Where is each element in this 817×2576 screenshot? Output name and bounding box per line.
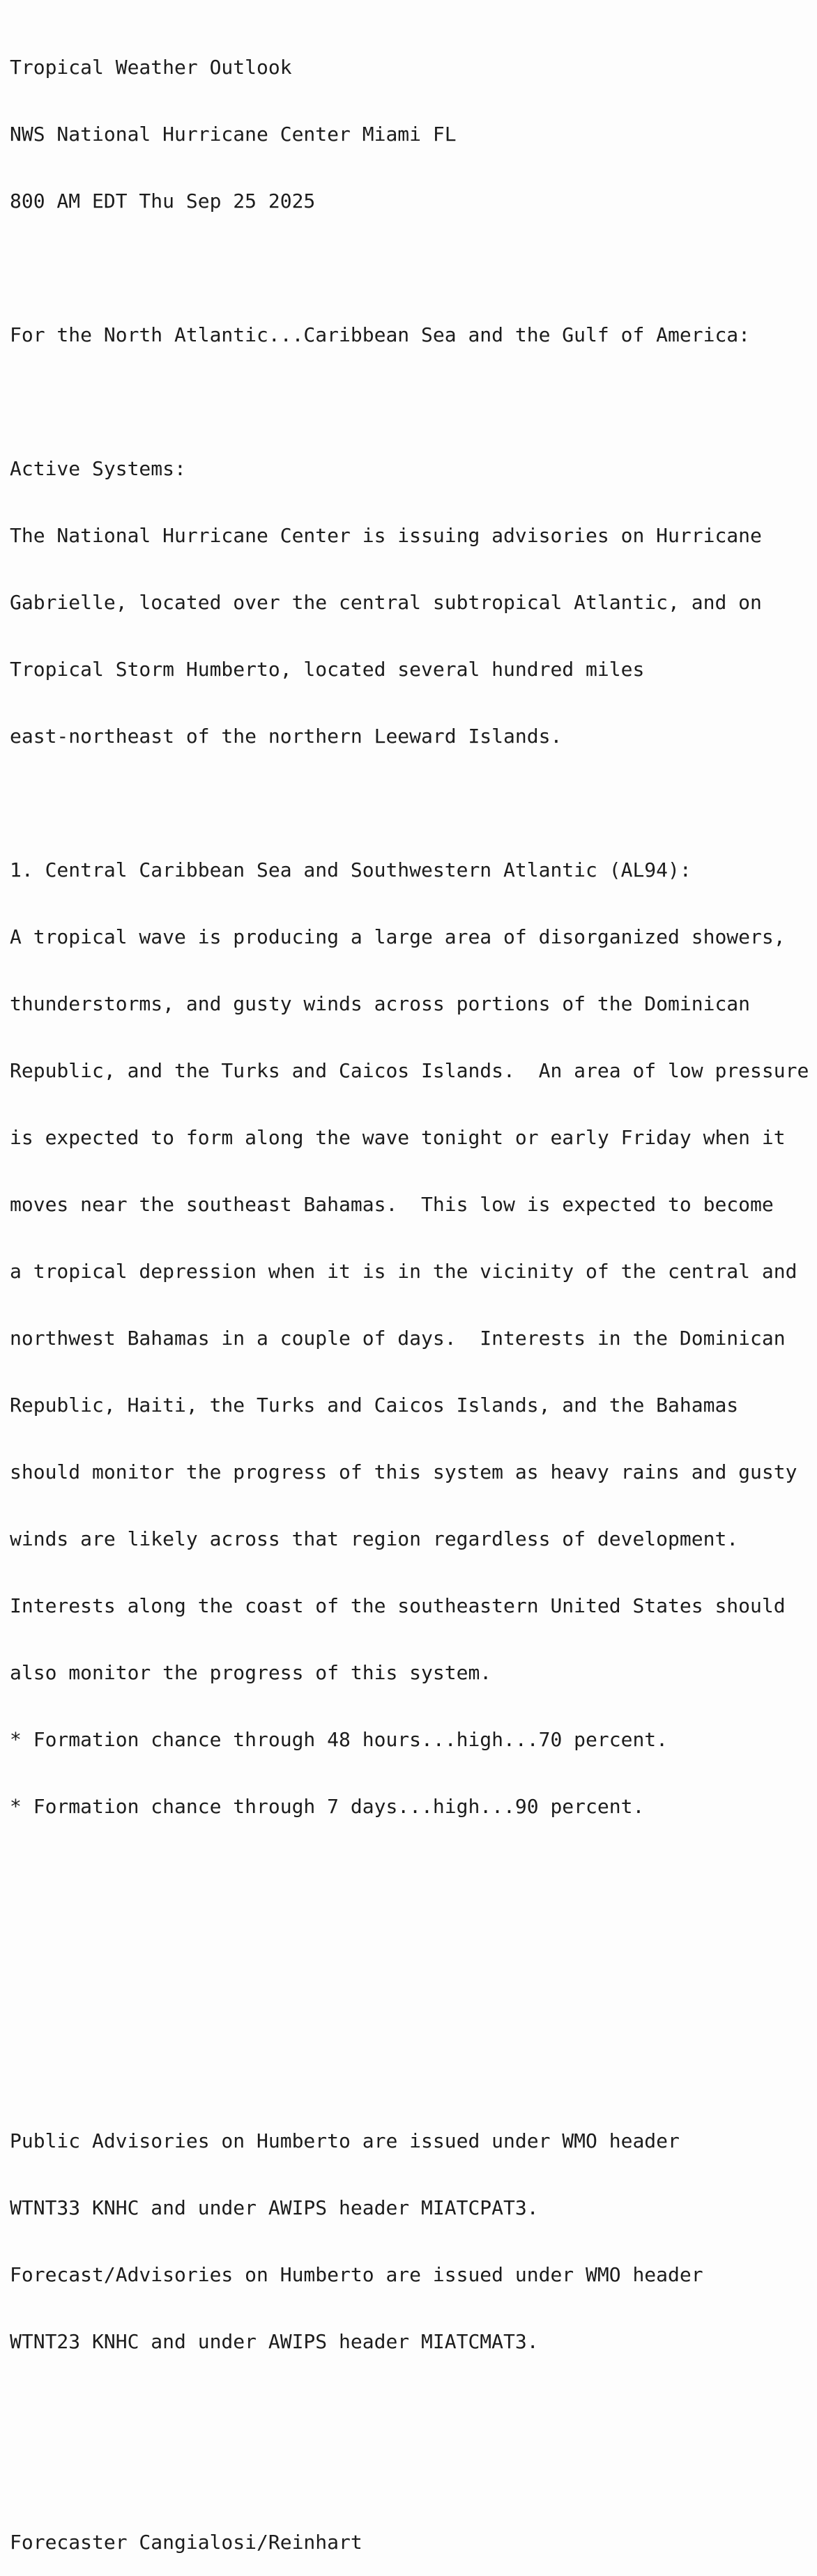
advisories-text: Forecast/Advisories on Humberto are issued under WMO header bbox=[10, 2263, 703, 2286]
system-1-text: should monitor the progress of this system as heavy rains and gusty bbox=[10, 1460, 797, 1483]
active-systems-text: east-northeast of the northern Leeward Islands. bbox=[10, 725, 563, 748]
outlook-document bbox=[10, 12, 809, 2576]
system-1-text: A tropical wave is producing a large area of disorganized showers, bbox=[10, 925, 786, 948]
active-systems-text: Tropical Storm Humberto, located several hundred miles bbox=[10, 658, 645, 681]
blank-line bbox=[10, 1996, 809, 2019]
advisories-text: WTNT33 KNHC and under AWIPS header MIATCPAT3. bbox=[10, 2196, 539, 2219]
system-1-text: a tropical depression when it is in the vicinity of the central and bbox=[10, 1260, 797, 1283]
issuing-office: NWS National Hurricane Center Miami FL bbox=[10, 123, 457, 146]
blank-line bbox=[10, 391, 809, 413]
formation-chance-48h: * Formation chance through 48 hours...high...70 percent. bbox=[10, 1728, 669, 1751]
area-statement: For the North Atlantic...Caribbean Sea and the Gulf of America: bbox=[10, 323, 751, 346]
system-1-text: Republic, and the Turks and Caicos Islands. An area of low pressure bbox=[10, 1059, 809, 1082]
formation-chance-7d: * Formation chance through 7 days...high...90 percent. bbox=[10, 1795, 645, 1818]
system-1-heading: 1. Central Caribbean Sea and Southwestern Atlantic (AL94): bbox=[10, 858, 692, 881]
system-1-text: Republic, Haiti, the Turks and Caicos Islands, and the Bahamas bbox=[10, 1394, 739, 1417]
blank-line bbox=[10, 1862, 809, 1885]
system-1-text: winds are likely across that region regardless of development. bbox=[10, 1527, 739, 1550]
active-systems-text: The National Hurricane Center is issuing advisories on Hurricane bbox=[10, 524, 762, 547]
active-systems-text: Gabrielle, located over the central subtropical Atlantic, and on bbox=[10, 591, 762, 614]
blank-line bbox=[10, 1929, 809, 1952]
advisories-text: WTNT23 KNHC and under AWIPS header MIATCMAT3. bbox=[10, 2330, 539, 2353]
system-1-text: also monitor the progress of this system. bbox=[10, 1661, 492, 1684]
blank-line bbox=[10, 2398, 809, 2420]
blank-line bbox=[10, 2063, 809, 2085]
system-1-text: Interests along the coast of the southeastern United States should bbox=[10, 1594, 786, 1617]
advisories-text: Public Advisories on Humberto are issued under WMO header bbox=[10, 2129, 680, 2152]
blank-line bbox=[10, 792, 809, 815]
system-1-text: northwest Bahamas in a couple of days. Interests in the Dominican bbox=[10, 1327, 786, 1350]
active-systems-heading: Active Systems: bbox=[10, 457, 186, 480]
forecaster-signature: Forecaster Cangialosi/Reinhart bbox=[10, 2531, 362, 2554]
system-1-text: is expected to form along the wave tonight or early Friday when it bbox=[10, 1126, 786, 1149]
blank-line bbox=[10, 2465, 809, 2487]
system-1-text: moves near the southeast Bahamas. This low is expected to become bbox=[10, 1193, 774, 1216]
blank-line bbox=[10, 257, 809, 279]
document-title: Tropical Weather Outlook bbox=[10, 56, 292, 79]
system-1-text: thunderstorms, and gusty winds across portions of the Dominican bbox=[10, 992, 751, 1015]
issue-time: 800 AM EDT Thu Sep 25 2025 bbox=[10, 190, 316, 213]
